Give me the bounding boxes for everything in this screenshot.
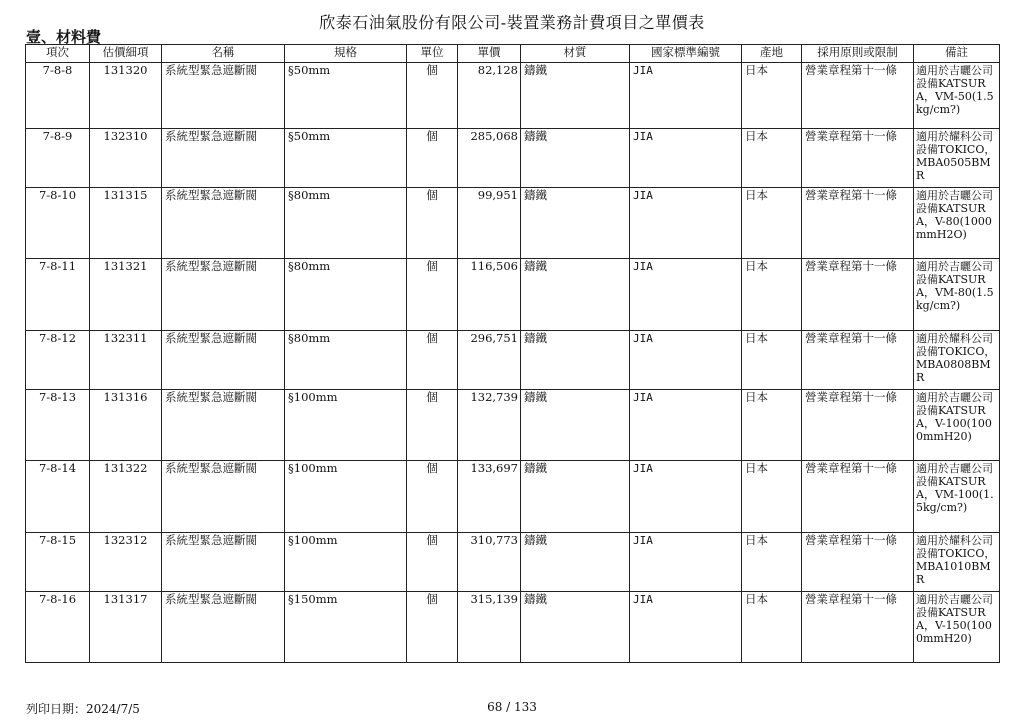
row-note: 適用於耀科公司設備TOKICO，MBA0505BMR <box>914 129 1000 188</box>
row-unit: 個 <box>407 533 458 592</box>
row-no: 7-8-9 <box>26 129 90 188</box>
table-row <box>26 592 1000 663</box>
print-date: 列印日期：2024/7/5 <box>26 702 140 716</box>
row-price: 99,951 <box>458 188 521 259</box>
row-spec: §80mm <box>285 331 407 390</box>
row-price: 296,751 <box>458 331 521 390</box>
row-name: 系統型緊急遮斷閥 <box>162 188 285 259</box>
row-price: 116,506 <box>458 259 521 331</box>
col-header-material: 材質 <box>521 45 630 63</box>
table-header-row <box>26 45 1000 63</box>
row-spec: §80mm <box>285 259 407 331</box>
row-rule: 營業章程第十一條 <box>802 461 914 533</box>
row-standard: JIA <box>630 129 742 188</box>
price-table <box>25 44 1000 663</box>
row-spec: §150mm <box>285 592 407 663</box>
row-note: 適用於吉曬公司設備KATSURA，V-100(1000mmH20) <box>914 390 1000 461</box>
row-unit: 個 <box>407 188 458 259</box>
row-rule: 營業章程第十一條 <box>802 592 914 663</box>
table-row <box>26 331 1000 390</box>
row-no: 7-8-11 <box>26 259 90 331</box>
col-header-standard: 國家標準編號 <box>630 45 742 63</box>
row-standard: JIA <box>630 63 742 129</box>
row-spec: §100mm <box>285 533 407 592</box>
row-no: 7-8-12 <box>26 331 90 390</box>
row-note: 適用於吉曬公司設備KATSURA，VM-100(1.5kg/cm?) <box>914 461 1000 533</box>
row-spec: §50mm <box>285 63 407 129</box>
row-rule: 營業章程第十一條 <box>802 129 914 188</box>
row-origin: 日本 <box>742 592 802 663</box>
row-note: 適用於吉曬公司設備KATSURA，VM-80(1.5kg/cm?) <box>914 259 1000 331</box>
row-material: 鑄鐵 <box>521 259 630 331</box>
row-price: 82,128 <box>458 63 521 129</box>
row-rule: 營業章程第十一條 <box>802 63 914 129</box>
row-rule: 營業章程第十一條 <box>802 331 914 390</box>
row-standard: JIA <box>630 461 742 533</box>
row-name: 系統型緊急遮斷閥 <box>162 592 285 663</box>
row-note: 適用於耀科公司設備TOKICO，MBA1010BMR <box>914 533 1000 592</box>
row-material: 鑄鐵 <box>521 129 630 188</box>
row-spec: §50mm <box>285 129 407 188</box>
row-spec: §80mm <box>285 188 407 259</box>
row-material: 鑄鐵 <box>521 592 630 663</box>
row-rule: 營業章程第十一條 <box>802 188 914 259</box>
document-title: 欣泰石油氣股份有限公司-裝置業務計費項目之單價表 <box>319 13 705 32</box>
col-header-note: 備註 <box>914 45 1000 63</box>
row-material: 鑄鐵 <box>521 533 630 592</box>
row-material: 鑄鐵 <box>521 331 630 390</box>
row-price: 285,068 <box>458 129 521 188</box>
section-heading: 壹、材料費 <box>26 28 102 46</box>
row-price: 132,739 <box>458 390 521 461</box>
row-standard: JIA <box>630 533 742 592</box>
row-material: 鑄鐵 <box>521 63 630 129</box>
row-standard: JIA <box>630 592 742 663</box>
row-note: 適用於耀科公司設備TOKICO，MBA0808BMR <box>914 331 1000 390</box>
col-header-no: 項次 <box>26 45 90 63</box>
row-origin: 日本 <box>742 331 802 390</box>
table-row <box>26 533 1000 592</box>
row-unit: 個 <box>407 259 458 331</box>
row-code: 132311 <box>90 331 162 390</box>
row-code: 131321 <box>90 259 162 331</box>
row-no: 7-8-13 <box>26 390 90 461</box>
table-row <box>26 259 1000 331</box>
table-row <box>26 129 1000 188</box>
row-code: 131322 <box>90 461 162 533</box>
row-standard: JIA <box>630 331 742 390</box>
row-unit: 個 <box>407 461 458 533</box>
row-material: 鑄鐵 <box>521 461 630 533</box>
row-origin: 日本 <box>742 533 802 592</box>
table-row <box>26 63 1000 129</box>
row-origin: 日本 <box>742 188 802 259</box>
row-material: 鑄鐵 <box>521 390 630 461</box>
row-spec: §100mm <box>285 390 407 461</box>
row-spec: §100mm <box>285 461 407 533</box>
row-unit: 個 <box>407 592 458 663</box>
row-no: 7-8-10 <box>26 188 90 259</box>
row-code: 132310 <box>90 129 162 188</box>
col-header-name: 名稱 <box>162 45 285 63</box>
row-unit: 個 <box>407 331 458 390</box>
row-unit: 個 <box>407 63 458 129</box>
table-row <box>26 188 1000 259</box>
col-header-rule: 採用原則或限制 <box>802 45 914 63</box>
row-name: 系統型緊急遮斷閥 <box>162 331 285 390</box>
table-row <box>26 390 1000 461</box>
row-no: 7-8-14 <box>26 461 90 533</box>
row-name: 系統型緊急遮斷閥 <box>162 259 285 331</box>
row-note: 適用於吉曬公司設備KATSURA，VM-50(1.5kg/cm?) <box>914 63 1000 129</box>
col-header-code: 估價細項 <box>90 45 162 63</box>
table-row <box>26 461 1000 533</box>
row-standard: JIA <box>630 188 742 259</box>
page-number: 68 / 133 <box>487 700 537 714</box>
row-code: 131315 <box>90 188 162 259</box>
row-standard: JIA <box>630 390 742 461</box>
col-header-origin: 產地 <box>742 45 802 63</box>
table-body <box>26 63 1000 663</box>
row-origin: 日本 <box>742 259 802 331</box>
row-price: 310,773 <box>458 533 521 592</box>
row-unit: 個 <box>407 390 458 461</box>
row-no: 7-8-16 <box>26 592 90 663</box>
row-name: 系統型緊急遮斷閥 <box>162 63 285 129</box>
row-note: 適用於吉曬公司設備KATSURA，V-80(1000mmH2O) <box>914 188 1000 259</box>
row-origin: 日本 <box>742 129 802 188</box>
row-origin: 日本 <box>742 63 802 129</box>
row-code: 131316 <box>90 390 162 461</box>
row-rule: 營業章程第十一條 <box>802 259 914 331</box>
row-name: 系統型緊急遮斷閥 <box>162 533 285 592</box>
row-unit: 個 <box>407 129 458 188</box>
row-origin: 日本 <box>742 461 802 533</box>
row-name: 系統型緊急遮斷閥 <box>162 390 285 461</box>
row-note: 適用於吉曬公司設備KATSURA，V-150(1000mmH20) <box>914 592 1000 663</box>
row-price: 133,697 <box>458 461 521 533</box>
row-standard: JIA <box>630 259 742 331</box>
row-rule: 營業章程第十一條 <box>802 390 914 461</box>
row-code: 131317 <box>90 592 162 663</box>
row-code: 131320 <box>90 63 162 129</box>
row-name: 系統型緊急遮斷閥 <box>162 461 285 533</box>
row-code: 132312 <box>90 533 162 592</box>
col-header-price: 單價 <box>458 45 521 63</box>
col-header-unit: 單位 <box>407 45 458 63</box>
row-origin: 日本 <box>742 390 802 461</box>
col-header-spec: 規格 <box>285 45 407 63</box>
row-material: 鑄鐵 <box>521 188 630 259</box>
row-no: 7-8-8 <box>26 63 90 129</box>
row-rule: 營業章程第十一條 <box>802 533 914 592</box>
row-price: 315,139 <box>458 592 521 663</box>
row-no: 7-8-15 <box>26 533 90 592</box>
row-name: 系統型緊急遮斷閥 <box>162 129 285 188</box>
